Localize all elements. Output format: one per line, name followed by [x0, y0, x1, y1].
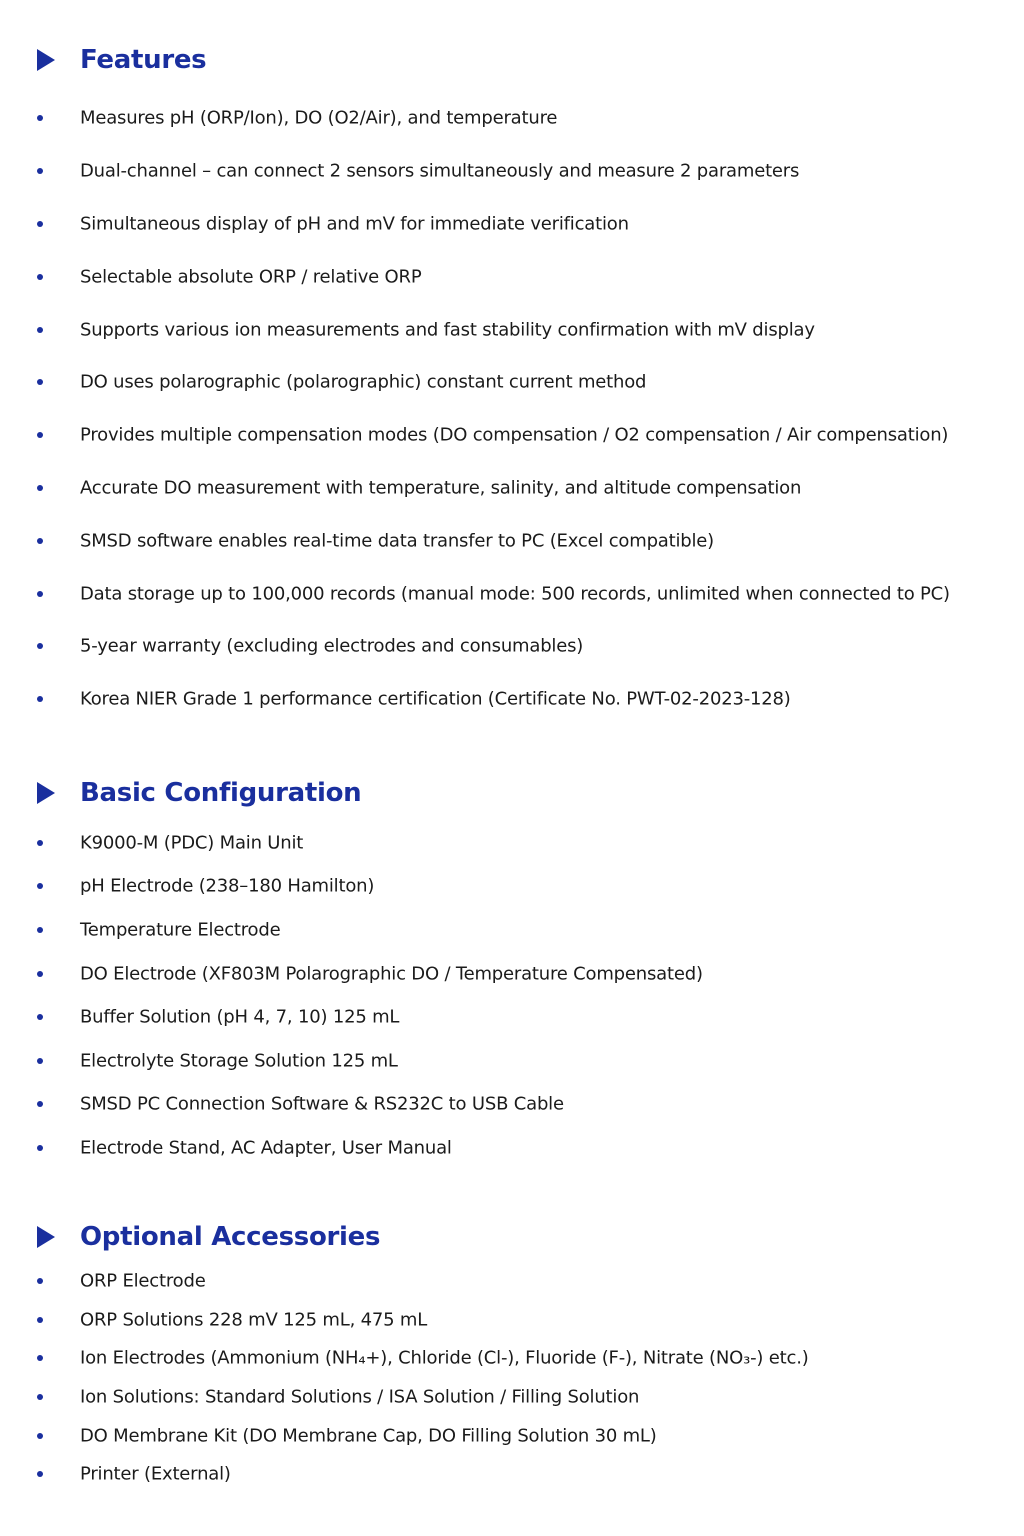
list-item-text: Buffer Solution (pH 4, 7, 10) 125 mL [80, 1006, 400, 1028]
list-item-text: Supports various ion measurements and fast stability confirmation with mV display [80, 319, 815, 341]
list-item-text: Temperature Electrode [80, 919, 281, 941]
features-title: Features [80, 45, 207, 75]
basic-configuration-list [0, 821, 1024, 1170]
bullet-dot-icon [37, 432, 43, 438]
bullet-dot-icon [37, 696, 43, 702]
features-section [0, 40, 1024, 726]
bullet-dot-icon [37, 1394, 43, 1400]
list-item-text: Provides multiple compensation modes (DO compensation / O2 compensation / Air compensation) [80, 424, 949, 446]
list-item [0, 1039, 1024, 1083]
list-item [0, 908, 1024, 952]
list-item-text: Ion Solutions: Standard Solutions / ISA Solution / Filling Solution [80, 1386, 640, 1408]
bullet-dot-icon [37, 883, 43, 889]
list-item [0, 1262, 1024, 1301]
list-item [0, 865, 1024, 909]
optional-accessories-title: Optional Accessories [80, 1222, 381, 1252]
list-item-text: DO uses polarographic (polarographic) constant current method [80, 371, 647, 393]
optional-accessories-heading [0, 1217, 1024, 1257]
triangle-right-icon [37, 1226, 55, 1248]
triangle-right-icon [37, 782, 55, 804]
list-item [0, 356, 1024, 409]
bullet-dot-icon [37, 643, 43, 649]
bullet-dot-icon [37, 379, 43, 385]
optional-accessories-list [0, 1262, 1024, 1494]
list-item-text: Ion Electrodes (Ammonium (NH₄+), Chloride (Cl-), Fluoride (F-), Nitrate (NO₃-) etc.) [80, 1347, 809, 1369]
bullet-dot-icon [37, 274, 43, 280]
bullet-dot-icon [37, 1014, 43, 1020]
list-item-text: Measures pH (ORP/Ion), DO (O2/Air), and temperature [80, 107, 558, 129]
list-item [0, 995, 1024, 1039]
list-item [0, 620, 1024, 673]
list-item [0, 409, 1024, 462]
bullet-dot-icon [37, 1317, 43, 1323]
basic-configuration-title: Basic Configuration [80, 778, 362, 808]
bullet-dot-icon [37, 168, 43, 174]
bullet-dot-icon [37, 1145, 43, 1151]
list-item [0, 145, 1024, 198]
bullet-dot-icon [37, 221, 43, 227]
basic-configuration-heading [0, 773, 1024, 813]
list-item [0, 198, 1024, 251]
list-item [0, 567, 1024, 620]
list-item [0, 1301, 1024, 1340]
list-item-text: SMSD PC Connection Software & RS232C to USB Cable [80, 1093, 564, 1115]
list-item [0, 1455, 1024, 1494]
bullet-dot-icon [37, 1278, 43, 1284]
bullet-dot-icon [37, 538, 43, 544]
triangle-right-icon [37, 49, 55, 71]
list-item [0, 821, 1024, 865]
bullet-dot-icon [37, 591, 43, 597]
list-item-text: pH Electrode (238–180 Hamilton) [80, 875, 375, 897]
list-item-text: Dual-channel – can connect 2 sensors simultaneously and measure 2 parameters [80, 160, 800, 182]
list-item [0, 250, 1024, 303]
list-item [0, 1416, 1024, 1455]
bullet-dot-icon [37, 115, 43, 121]
bullet-dot-icon [37, 485, 43, 491]
bullet-dot-icon [37, 1101, 43, 1107]
list-item [0, 673, 1024, 726]
list-item-text: Selectable absolute ORP / relative ORP [80, 266, 422, 288]
list-item [0, 303, 1024, 356]
bullet-dot-icon [37, 1058, 43, 1064]
bullet-dot-icon [37, 971, 43, 977]
list-item-text: ORP Solutions 228 mV 125 mL, 475 mL [80, 1309, 428, 1331]
list-item [0, 952, 1024, 996]
list-item-text: Accurate DO measurement with temperature, salinity, and altitude compensation [80, 477, 802, 499]
list-item-text: 5-year warranty (excluding electrodes and consumables) [80, 635, 584, 657]
list-item [0, 1083, 1024, 1127]
optional-accessories-section [0, 1217, 1024, 1494]
features-heading [0, 40, 1024, 80]
list-item [0, 92, 1024, 145]
list-item-text: Simultaneous display of pH and mV for immediate verification [80, 213, 629, 235]
list-item-text: Data storage up to 100,000 records (manual mode: 500 records, unlimited when connected to PC) [80, 583, 950, 605]
list-item-text: Electrode Stand, AC Adapter, User Manual [80, 1137, 452, 1159]
list-item-text: ORP Electrode [80, 1270, 206, 1292]
bullet-dot-icon [37, 840, 43, 846]
list-item-text: Electrolyte Storage Solution 125 mL [80, 1050, 398, 1072]
list-item-text: K9000-M (PDC) Main Unit [80, 832, 304, 854]
list-item [0, 514, 1024, 567]
bullet-dot-icon [37, 927, 43, 933]
list-item-text: DO Electrode (XF803M Polarographic DO / Temperature Compensated) [80, 963, 703, 985]
bullet-dot-icon [37, 327, 43, 333]
list-item-text: Printer (External) [80, 1463, 231, 1485]
list-item-text: SMSD software enables real-time data transfer to PC (Excel compatible) [80, 530, 715, 552]
list-item [0, 1126, 1024, 1170]
list-item-text: DO Membrane Kit (DO Membrane Cap, DO Filling Solution 30 mL) [80, 1425, 657, 1447]
bullet-dot-icon [37, 1433, 43, 1439]
list-item-text: Korea NIER Grade 1 performance certification (Certificate No. PWT-02-2023-128) [80, 688, 791, 710]
features-list [0, 92, 1024, 726]
list-item [0, 1339, 1024, 1378]
list-item [0, 1378, 1024, 1417]
list-item [0, 462, 1024, 515]
bullet-dot-icon [37, 1355, 43, 1361]
basic-configuration-section [0, 773, 1024, 1170]
bullet-dot-icon [37, 1471, 43, 1477]
